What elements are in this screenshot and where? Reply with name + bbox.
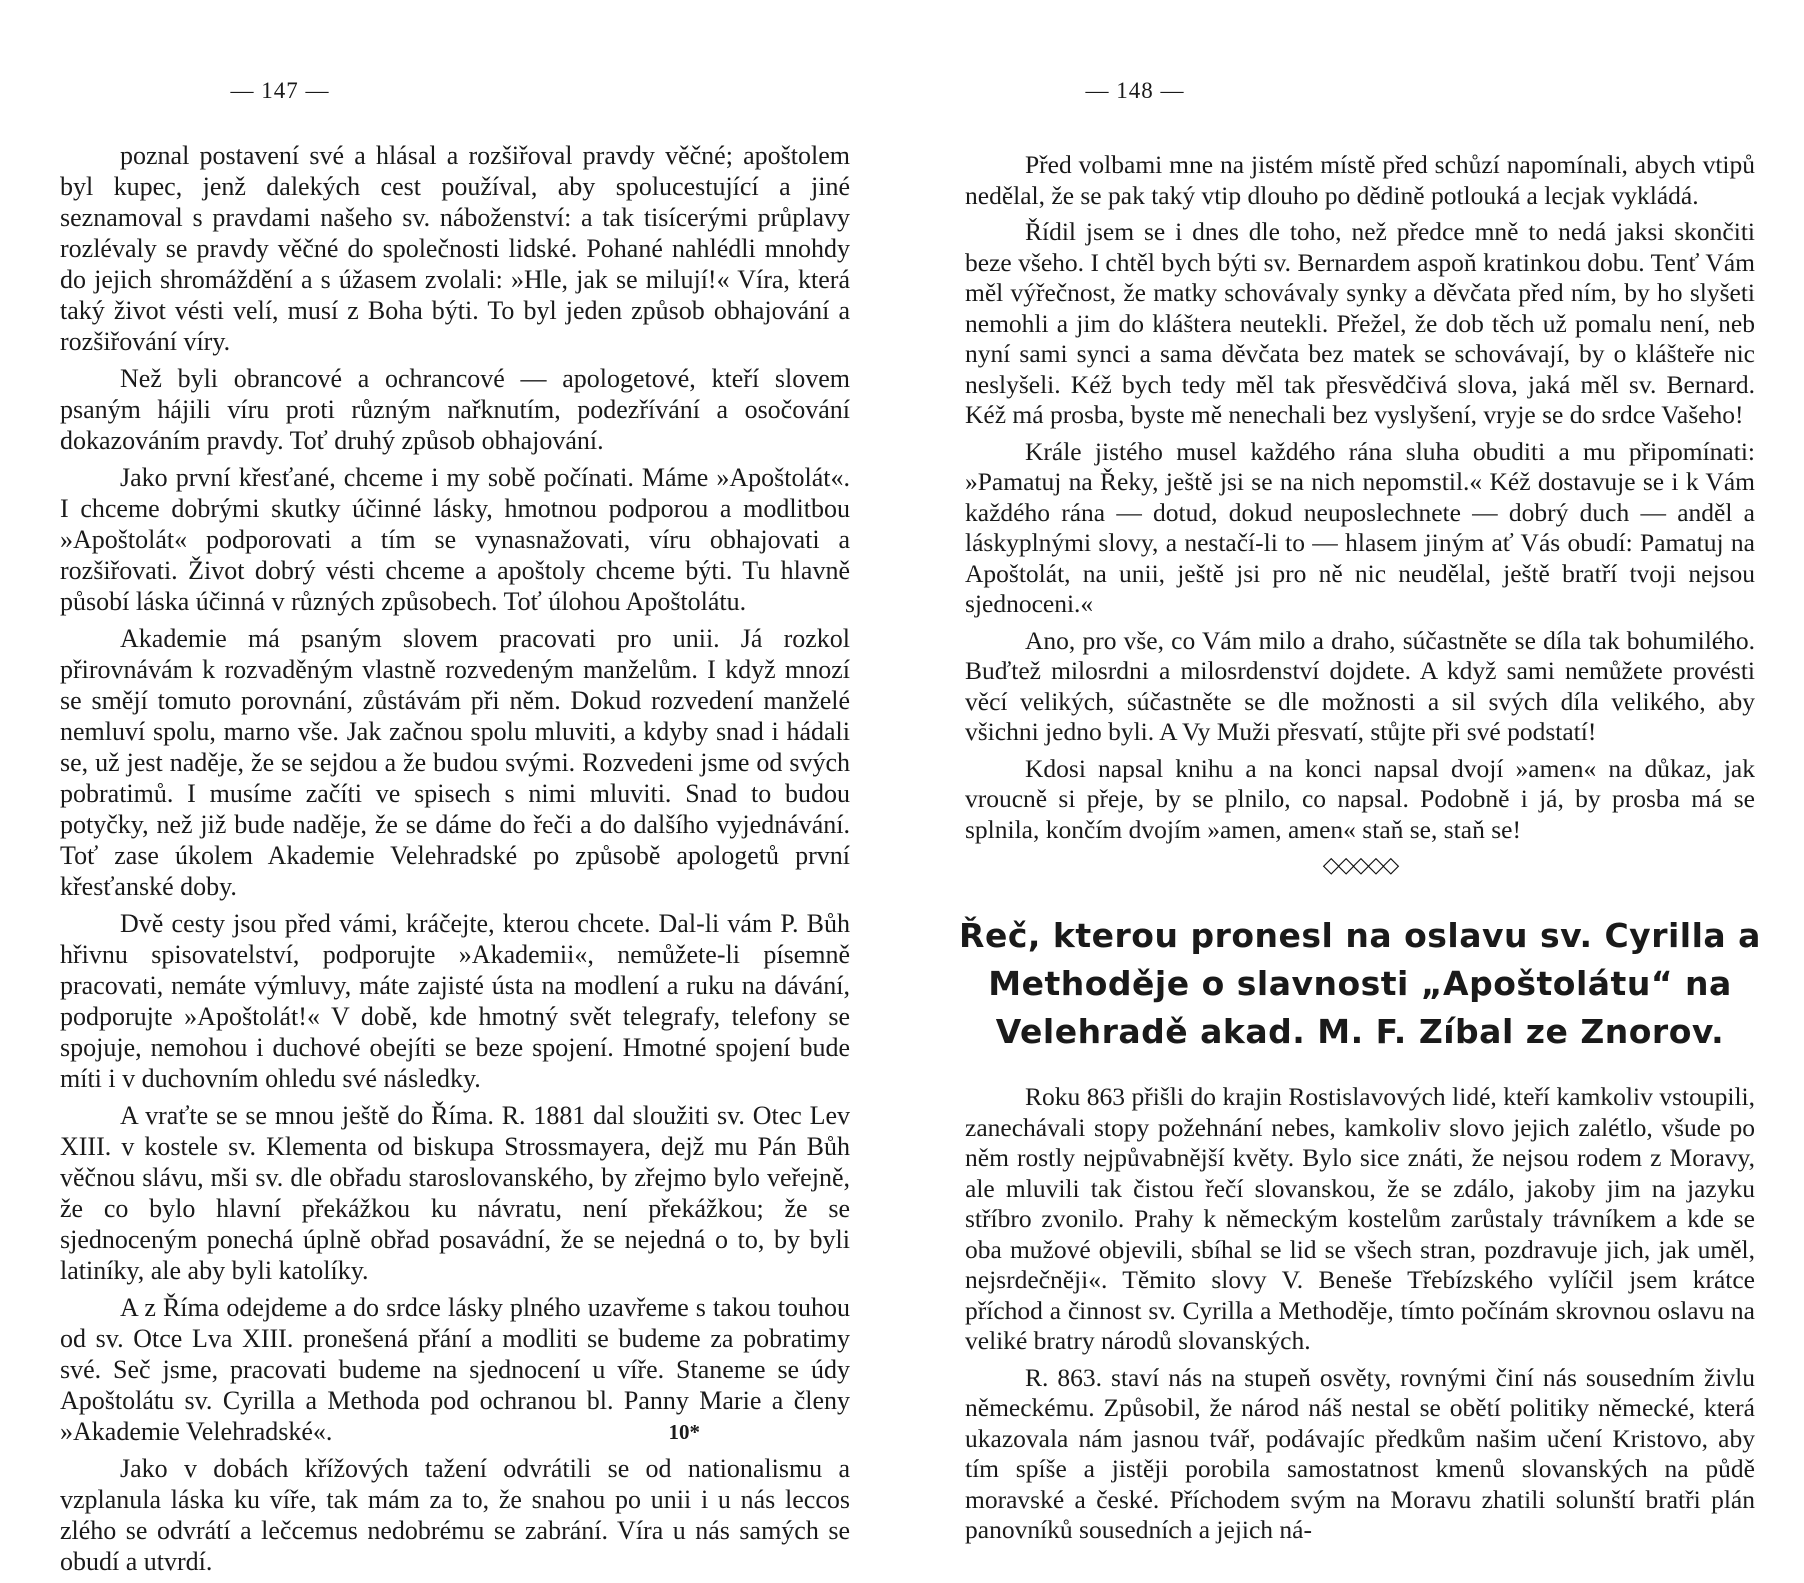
paragraph: Krále jistého musel každého rána sluha obuditi a mu připomínati: »Pamatuj na Řeky, ještě jsi se na nich nepomstil.« Kéž dostavuje se i k Vám každého rána — dotud, dokud neuposlechnete — dobrý duch — anděl a láskyplnými slovy, a nestačí-li to — hlasem jiným ať Vás obudí: Pamatuj na Apoštolát, na unii, ještě jsi pro ně nic neudělal, ještě bratří tvoji nejsou sjednoceni.« (965, 436, 1755, 618)
paragraph: Roku 863 přišli do krajin Rostislavových lidé, kteří kamkoliv vstoupili, zanechávali stopy požehnání nebes, kamkoliv slovo jejich zalétlo, všude po něm rostly nejpůvabnější květy. Bylo sice znáti, že nejsou rodem z Moravy, ale mluvili tak čistou řečí slovanskou, že se zdálo, jakoby jim na jazyku stříbro zvonilo. Prahy k německým kostelům zarůstaly trávníkem a kde se oba mužové objevili, sbíhal se lid se všech stran, pozdravuje jich, jak uměl, nejsrdečněji«. Těmito slovy V. Beneše Třebízského vylíčil jsem krátce příchod a činnost sv. Cyrilla a Methoděje, tímto počínám skrovnou oslavu na veliké bratry národů slovanských. (965, 1082, 1755, 1355)
paragraph: A z Říma odejdeme a do srdce lásky plného uzavřeme s takou touhou od sv. Otce Lva XIII. pronešená přání a modliti se budeme za pobratimy své. Seč jsme, pracovati budeme na sjednocení u víře. Staneme se údy Apoštolátu sv. Cyrilla a Methoda pod ochranou bl. Panny Marie a členy »Akademie Velehradské«. (60, 1293, 850, 1446)
paragraph: poznal postavení své a hlásal a rozšiřoval pravdy věčné; apoštolem byl kupec, jenž dalekých cest používal, aby spolucestující a jiné seznamoval s pravdami našeho sv. náboženství: a tak tisícerými průplavy rozlévaly se pravdy věčné do společnosti lidské. Pohané nahlédli mnohdy do jejich shromáždění a s úžasem zvolali: »Hle, jak se milují!« Víra, která taký život vésti velí, musí z Boha býti. To byl jeden způsob obhajování a rozšiřování víry. (60, 141, 850, 356)
paragraph: R. 863. staví nás na stupeň osvěty, rovnými činí nás sousedním živlu německému. Způsobil, že národ náš nestal se obětí politiky německé, která ukazovala nám jasnou tvář, podávajíc předkům našim učení Kristovo, aby tím spíše a jistěji porobila samostatnost kmenů slovanských na půdě moravské a české. Příchodem svým na Moravu zhatili solunští bratři plán panovníků sousedních a jejich ná- (965, 1362, 1755, 1544)
paragraph: Jako v dobách křížových tažení odvrátili se od nationalismu a vzplanula láska ku víře, tak mám za to, že snahou po unii i u nás leccos zlého se odvrátí a lečcemus nedobrému se zabrání. Víra u nás samých se obudí a utvrdí. (60, 1454, 850, 1576)
paragraph: Ano, pro vše, co Vám milo a draho, súčastněte se díla tak bohumilého. Buďtež milosrdni a milosrdenství dojdete. A když sami nemůžete provésti věcí velikých, súčastněte se dle možnosti a sil svých díla velikého, aby všichni jedno byli. A Vy Muži přesvatí, stůjte při své podstatí! (965, 625, 1755, 746)
paragraph: Akademie má psaným slovem pracovati pro unii. Já rozkol přirovnávám k rozvaděným vlastně rozvedeným manželům. I když mnozí se smějí tomuto porovnání, zůstávám při něm. Dokud rozvedení manželé nemluví spolu, marno vše. Jak začnou spolu mluviti, a kdyby snad i hádali se, už jest naděje, že se sejdou a že budou svými. Rozvedeni jsme od svých pobratimů. I musíme začíti ve spisech s nimi mluviti. Snad to budou potyčky, než již bude naděje, že se dáme do řeči a do dalšího vyjednávání. Toť zase úkolem Akademie Velehradské po způsobě apologetů první křesťanské doby. (60, 624, 850, 901)
paragraph: Dvě cesty jsou před vámi, kráčejte, kterou chcete. Dal-li vám P. Bůh hřivnu spisovatelství, podporujte »Akademii«, nemůžete-li písemně pracovati, nemáte výmluvy, máte zajisté ústa na modlení a ruku na dávání, podporujte »Apoštolát!« V době, kde hmotný svět telegrafy, telefony se spojuje, nemohou i duchové obejíti se beze spojení. Hmotné spojení bude míti i v duchovním ohledu své následky. (60, 909, 850, 1093)
paragraph: A vraťte se se mnou ještě do Říma. R. 1881 dal sloužiti sv. Otec Lev XIII. v kostele sv. Klementa od biskupa Strossmayera, dejž mu Pán Bůh věčnou slávu, mši sv. dle obřadu staroslovanského, by zřejmo bylo veřejně, že co bylo hlavní překážkou ku návratu, není překážkou; že se sjednoceným ponechá úplně obřad posavádní, že se nejedná o to, by byli latiníky, ale aby byli katolíky. (60, 1101, 850, 1285)
signature-mark: 10* (668, 1420, 700, 1444)
right-page-text (959, 150, 1761, 1552)
ornament-divider: ◇◇◇◇◇ (1322, 853, 1398, 878)
section-heading: Řeč, kterou pronesl na oslavu sv. Cyrilla a Methoděje o slavnosti „Apoštolátu“ na Velehradě akad. M. F. Zíbal ze Znorov. (959, 916, 1761, 1051)
left-page-text (60, 140, 850, 1583)
left-page (60, 0, 850, 1576)
right-page (959, 0, 1761, 1544)
paragraph: Řídil jsem se i dnes dle toho, než předce mně to nedá jaksi skončiti beze všeho. I chtěl bych býti sv. Bernardem aspoň kratinkou dobu. Tenť Vám měl výřečnost, že matky schovávaly synky a děvčata před ním, by ho slyšeti nemohli a jim do kláštera neutekli. Přežel, že dob těch už pomalu není, neb nyní sami synci a sama děvčata bez matek se schovávají, by o klášteře nic neslyšeli. Kéž bych tedy měl tak přesvědčivá slova, jaká měl sv. Bernard. Kéž má prosba, byste mě nenechali bez vyslyšení, vryje se do srdce Vašeho! (965, 217, 1755, 429)
paragraph: Než byli obrancové a ochrancové — apologetové, kteří slovem psaným hájili víru proti různým nařknutím, podezřívání a osočování dokazováním pravdy. Toť druhý způsob obhajování. (60, 364, 850, 455)
page-number: — 148 — (1085, 78, 1185, 103)
paragraph: Před volbami mne na jistém místě před schůzí napomínali, abych vtipů nedělal, že se pak taký vtip dlouho po dědině potlouká a lecjak vykládá. (965, 150, 1755, 210)
paragraph: Kdosi napsal knihu a na konci napsal dvojí »amen« na důkaz, jak vroucně si přeje, by se plnilo, co napsal. Podobně i já, by prosba má se splnila, končím dvojím »amen, amen« staň se, staň se! (965, 753, 1755, 844)
paragraph: Jako první křesťané, chceme i my sobě počínati. Máme »Apoštolát«. I chceme dobrými skutky účinné lásky, hmotnou podporou a modlitbou »Apoštolát« podporovati a tím se vynasnažovati, víru obhajovati a rozšiřovati. Život dobrý vésti chceme a apoštoly chceme býti. Tu hlavně působí láska účinná v různých způsobech. Toť úlohou Apoštolátu. (60, 463, 850, 616)
page-number: — 147 — (230, 78, 330, 103)
